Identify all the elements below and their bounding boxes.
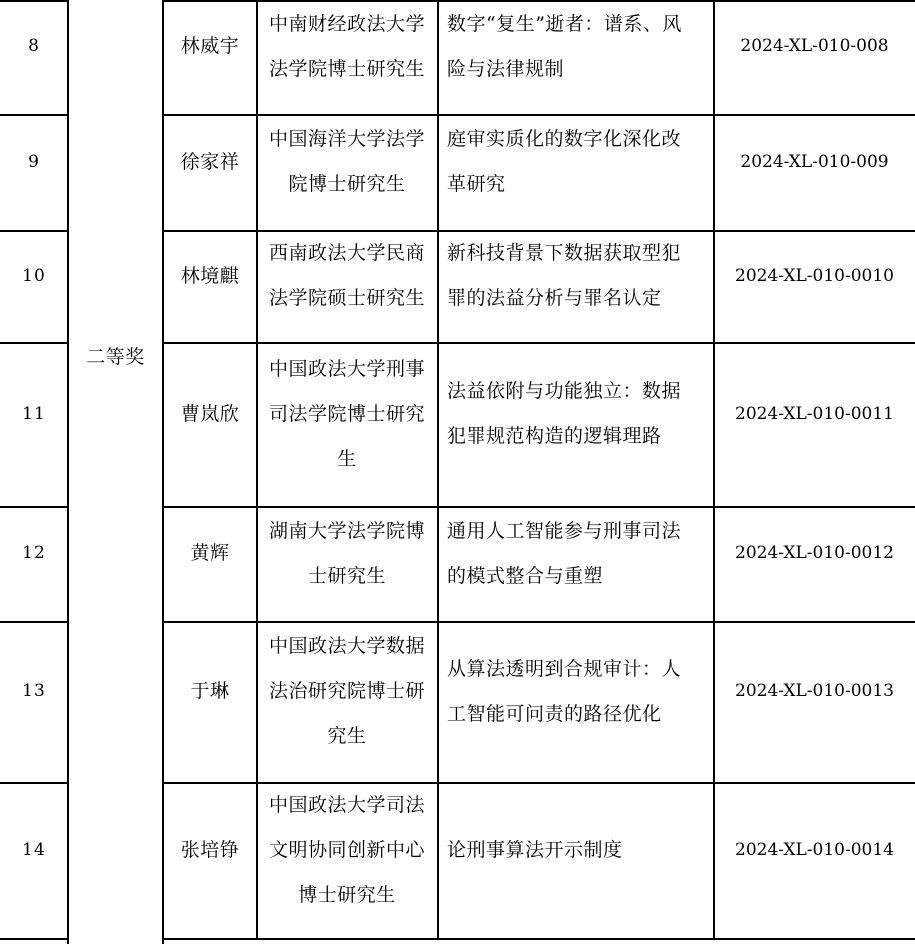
paper-title: 新科技背景下数据获取型犯罪的法益分析与罪名认定: [447, 242, 682, 309]
row-number: 11: [22, 403, 46, 424]
winner-affiliation: 中国政法大学数据法治研究院博士研究生: [268, 635, 425, 747]
entry-code: 2024-XL-010-008: [740, 36, 889, 56]
entry-code: 2024-XL-010-0011: [735, 403, 894, 424]
winner-affiliation: 中南财经政法大学法学院博士研究生: [268, 12, 425, 80]
winner-name: 黄辉: [190, 542, 230, 564]
paper-title: 数字“复生”逝者：谱系、风险与法律规制: [447, 12, 682, 80]
paper-title: 法益依附与功能独立：数据犯罪规范构造的逻辑理路: [447, 380, 682, 447]
row-number: 12: [22, 543, 46, 563]
winner-name: 曹岚欣: [180, 402, 240, 425]
winner-name: 张培铮: [180, 839, 240, 861]
winner-name: 于琳: [190, 680, 230, 702]
row-number: 14: [22, 840, 46, 860]
entry-code: 2024-XL-010-0014: [735, 840, 894, 860]
award-tier-label: 二等奖: [86, 346, 145, 368]
entry-code: 2024-XL-010-0013: [735, 681, 894, 701]
paper-title: 论刑事算法开示制度: [447, 839, 623, 861]
entry-code: 2024-XL-010-009: [740, 151, 889, 172]
winner-name: 徐家祥: [180, 150, 240, 173]
entry-code: 2024-XL-010-0010: [735, 265, 894, 286]
winner-affiliation: 西南政法大学民商法学院硕士研究生: [268, 242, 425, 309]
row-number: 13: [22, 681, 46, 701]
winner-affiliation: 中国政法大学司法文明协同创新中心博士研究生: [268, 794, 425, 906]
paper-title: 庭审实质化的数字化深化改革研究: [447, 128, 682, 195]
winner-affiliation: 中国海洋大学法学院博士研究生: [268, 128, 425, 195]
winner-affiliation: 中国政法大学刑事司法学院博士研究生: [268, 357, 425, 470]
entry-code: 2024-XL-010-0012: [735, 543, 894, 563]
winner-name: 林威宇: [180, 35, 240, 57]
paper-title: 通用人工智能参与刑事司法的模式整合与重塑: [447, 519, 682, 587]
row-number: 10: [22, 265, 46, 286]
winner-affiliation: 湖南大学法学院博士研究生: [268, 519, 425, 587]
winner-name: 林境麒: [180, 264, 240, 287]
row-number: 9: [28, 151, 40, 172]
paper-title: 从算法透明到合规审计：人工智能可问责的路径优化: [447, 657, 682, 725]
row-number: 8: [28, 36, 40, 56]
